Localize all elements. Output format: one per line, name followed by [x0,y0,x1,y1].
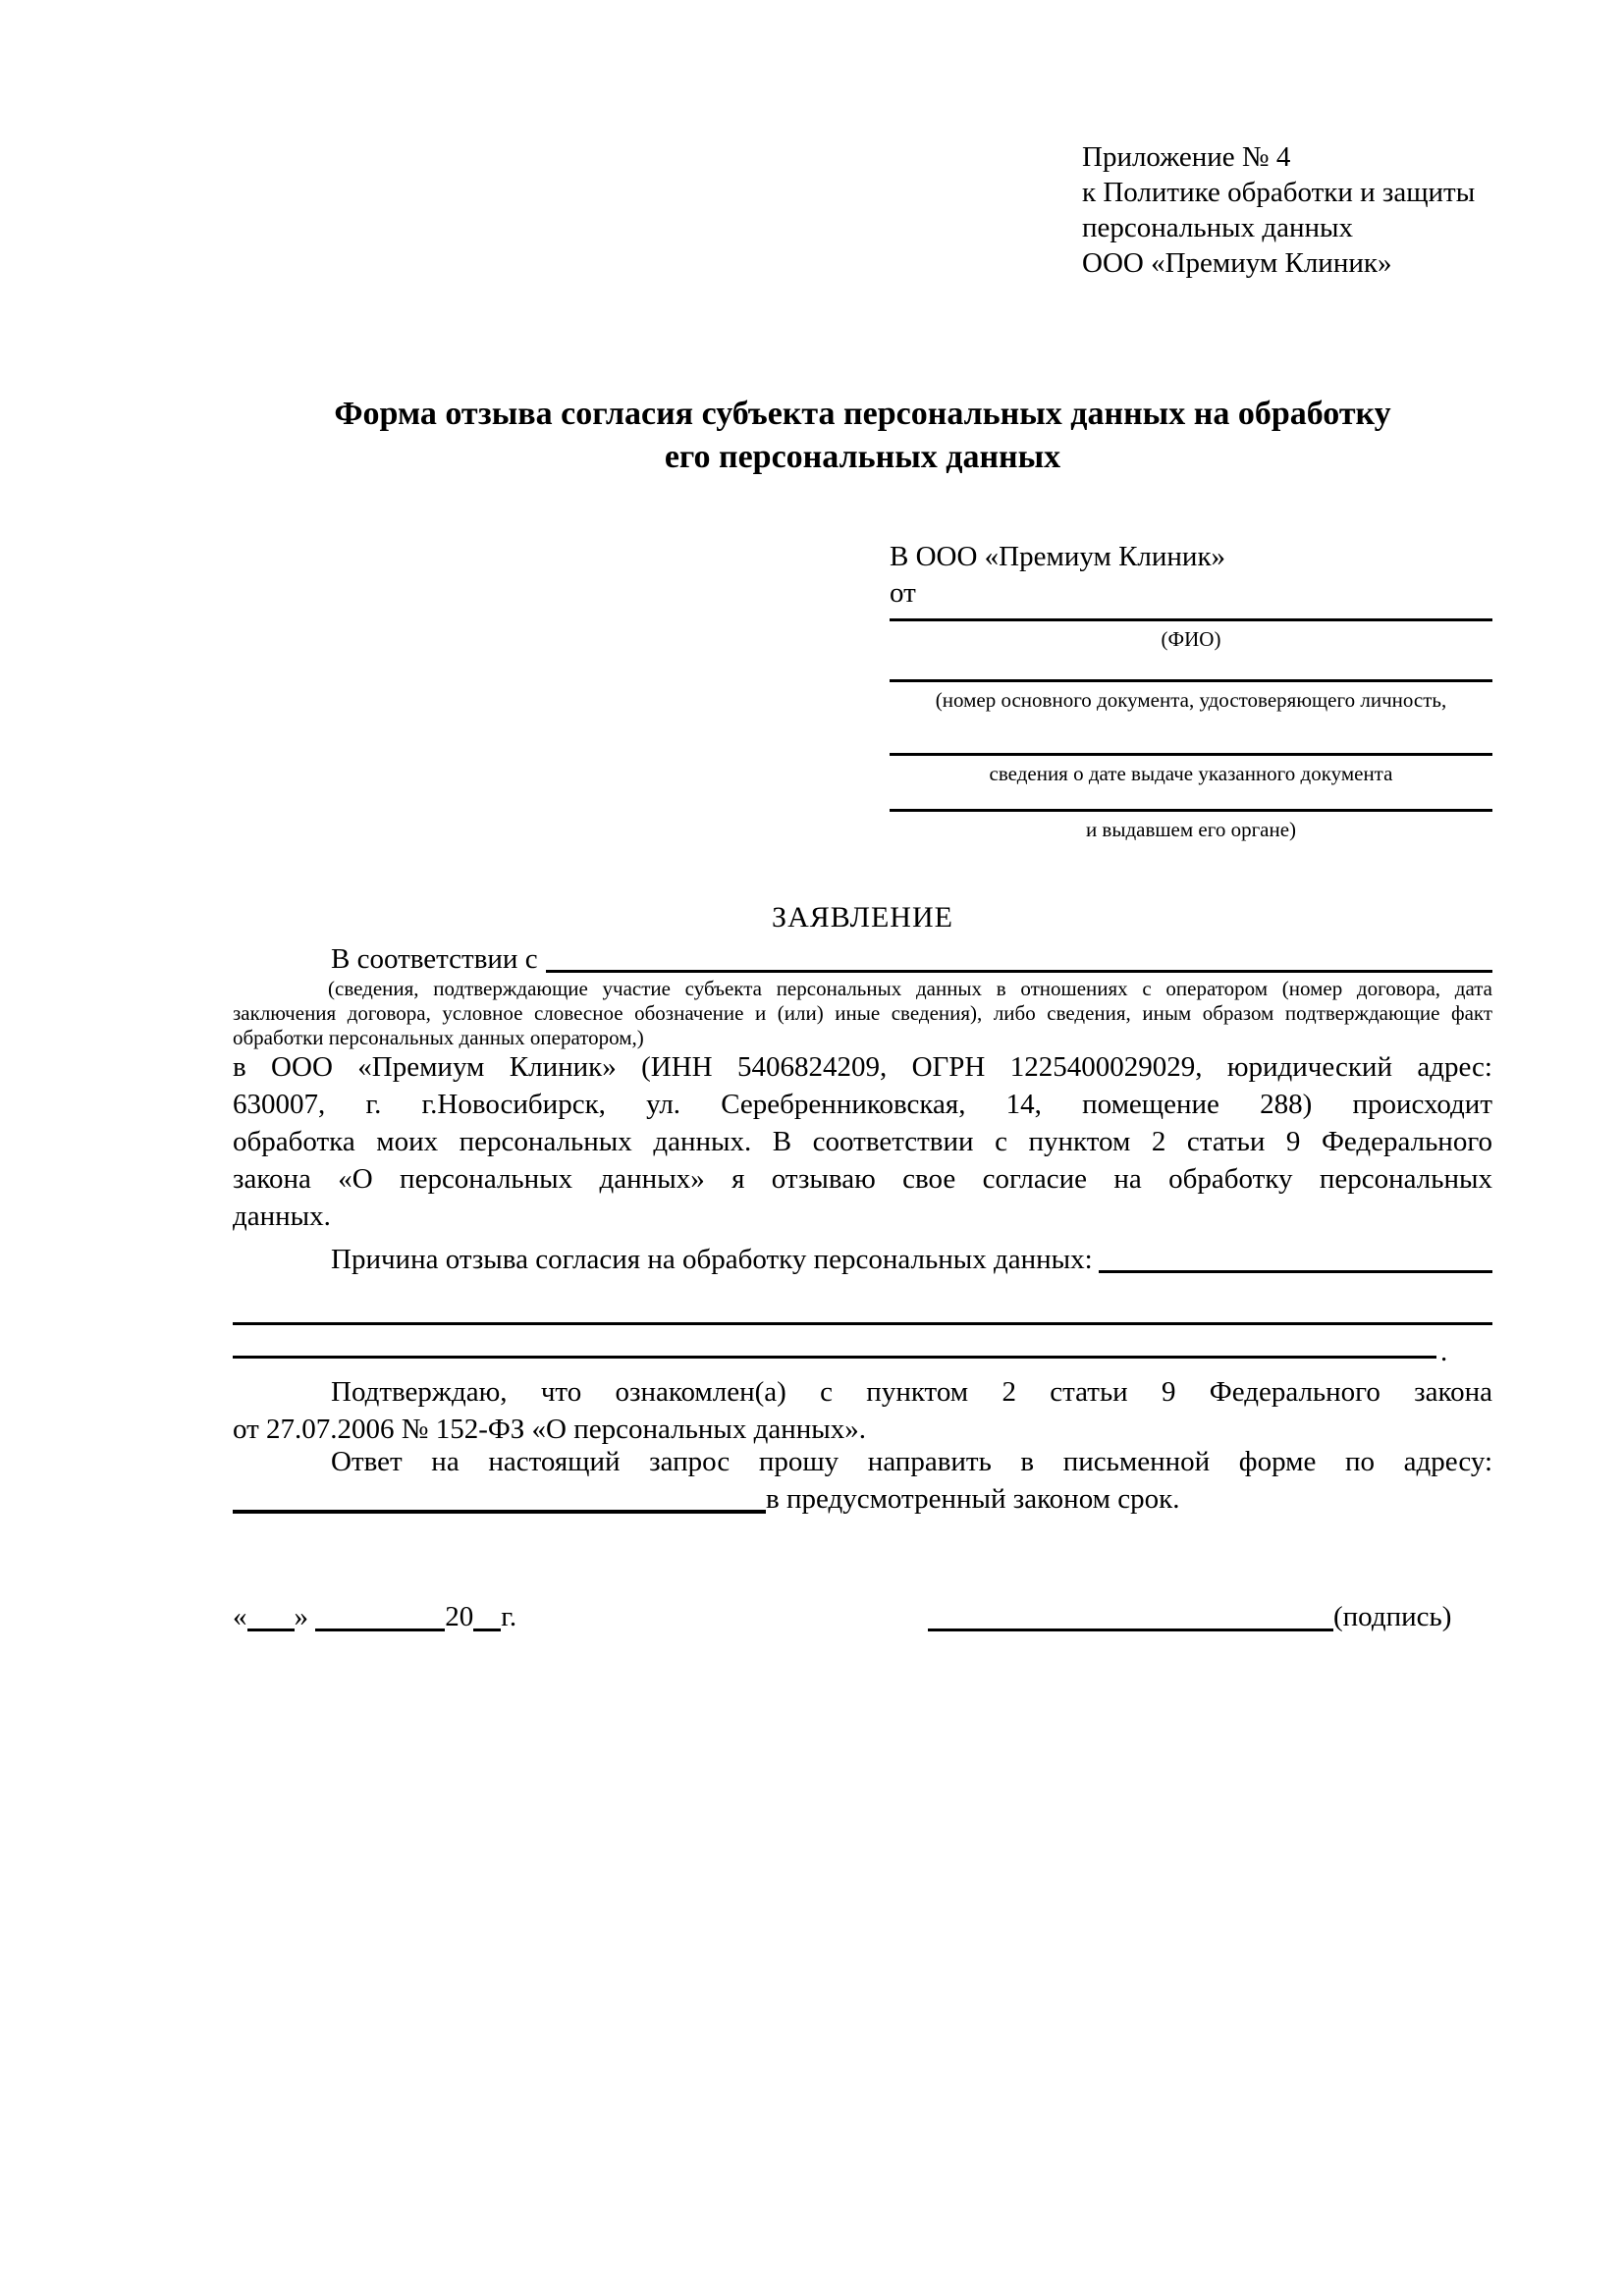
intro-blank-line [546,970,1492,973]
appendix-line: персональных данных [1082,212,1354,243]
reason-label: Причина отзыва согласия на обработку персональных данных: [331,1244,1093,1275]
confirmation-line: от 27.07.2006 № 152-ФЗ «О персональных данных». [233,1414,867,1445]
fine-print-line: обработки персональных данных оператором,) [233,1026,644,1049]
document-number-blank-line [890,679,1492,682]
date-day-blank [247,1629,295,1631]
date-month-blank [315,1629,445,1631]
date-year-prefix: 20 [445,1601,474,1632]
date-field [233,1598,516,1635]
body-line: 630007, г. г.Новосибирск, ул. Серебренниковская, 14, помещение 288) происходит [233,1089,1492,1120]
date-quote-close: » [294,1601,308,1632]
reason-blank-line-3 [233,1356,1436,1359]
reply-line: Ответ на настоящий запрос прошу направить в письменной форме по адресу: [331,1446,1492,1477]
reply-line-2 [233,1480,1492,1518]
addressee-organization: В ООО «Премиум Клиник» [890,541,1226,572]
statement-heading: ЗАЯВЛЕНИЕ [772,901,953,934]
intro-label: В соответствии с [331,943,538,975]
addressee-from-label: от [890,577,916,609]
issuing-authority-caption: и выдавшем его органе) [1085,818,1297,841]
issuing-authority-blank-line [890,809,1492,812]
signature-field [928,1598,1451,1635]
appendix-line: к Политике обработки и защиты [1082,177,1476,208]
document-number-caption: (номер основного документа, удостоверяющего личность, [935,688,1447,712]
confirmation-paragraph [233,1373,1492,1448]
reply-line-2-text: в предусмотренный законом срок. [766,1483,1180,1515]
body-paragraph [233,1048,1492,1235]
issue-date-caption: сведения о дате выдаче указанного документа [989,762,1393,785]
document-title-line: его персональных данных [664,439,1061,475]
reply-address-blank-line [233,1510,766,1514]
document-title [233,393,1492,479]
reason-trailing-period: . [1440,1336,1448,1367]
fine-print-line: заключения договора, условное словесное обозначение и (или) иные сведения), либо сведения, иным образом подтверждающие факт [233,1001,1492,1025]
body-line: обработка моих персональных данных. В соответствии с пунктом 2 статьи 9 Федерального [233,1126,1492,1157]
appendix-line: ООО «Премиум Клиник» [1082,247,1392,279]
reason-row [233,1241,1492,1278]
body-line: в ООО «Премиум Клиник» (ИНН 5406824209, ОГРН 1225400029029, юридический адрес: [233,1051,1492,1083]
date-year-blank [473,1629,501,1631]
reason-blank-line-2 [233,1322,1492,1325]
date-year-suffix: г. [501,1601,517,1632]
fio-blank-line [890,618,1492,621]
reason-blank-line [1099,1270,1492,1273]
fio-caption: (ФИО) [1161,627,1221,651]
intro-row [233,940,1492,978]
confirmation-line: Подтверждаю, что ознакомлен(а) с пунктом 2 статьи 9 Федерального закона [331,1376,1492,1408]
document-title-line: Форма отзыва согласия субъекта персональных данных на обработку [334,396,1391,432]
appendix-line: Приложение № 4 [1082,141,1291,173]
issue-date-blank-line [890,753,1492,756]
fine-print-line: (сведения, подтверждающие участие субъекта персональных данных в отношениях с оператором (номер договора, дата [328,977,1492,1000]
signature-blank-line [928,1629,1333,1631]
signature-caption: (подпись) [1333,1601,1452,1632]
fine-print-note [233,977,1492,1050]
reply-paragraph [233,1443,1492,1518]
body-line: закона «О персональных данных» я отзываю свое согласие на обработку персональных [233,1163,1492,1195]
appendix-block [1082,139,1534,281]
body-line: данных. [233,1201,331,1232]
date-quote-open: « [233,1601,247,1632]
